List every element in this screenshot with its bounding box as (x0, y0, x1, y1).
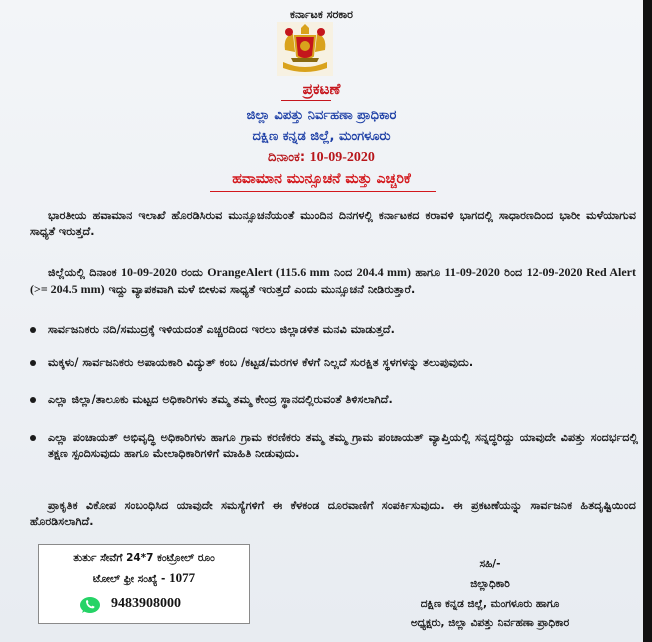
list-item (30, 355, 638, 371)
signatory-role: ಅಧ್ಯಕ್ಷರು, ಜಿಲ್ಲಾ ವಿಪತ್ತು ನಿರ್ವಹಣಾ ಪ್ರಾಧಿಕಾರ (410, 617, 570, 629)
bullet-icon (30, 435, 36, 441)
list-item (30, 430, 638, 462)
orange-alert-upper: 204.4 mm) (356, 265, 412, 279)
date-label: ದಿನಾಂಕ: (268, 150, 306, 165)
karnataka-emblem-icon (277, 22, 333, 76)
list-item (30, 322, 638, 338)
whatsapp-icon (79, 596, 101, 614)
red-alert: 12-09-2020 Red Alert (>= 204.5 mm) (30, 265, 637, 296)
government-label: ಕರ್ನಾಟಕ ಸರಕಾರ (290, 8, 353, 21)
authority-name: ಜಿಲ್ಲಾ ವಿಪತ್ತು ನಿರ್ವಹಣಾ ಪ್ರಾಧಿಕಾರ (246, 108, 397, 123)
headline-underline (210, 191, 436, 192)
signature-mark: ಸಹಿ/- (479, 558, 501, 570)
district-name: ದಕ್ಷಿಣ ಕನ್ನಡ ಜಿಲ್ಲೆ, ಮಂಗಳೂರು (252, 129, 391, 144)
tollfree-line (39, 570, 249, 586)
paragraph-contact-info: ಪ್ರಾಕೃತಿಕ ವಿಕೋಪ ಸಂಬಂಧಿಸಿದ ಯಾವುದೇ ಸಮಸ್ಯೆಗಳಿಗೆ ಈ ಕೆಳಕಂಡ ದೂರವಾಣಿಗೆ ಸಂಪರ್ಕಿಸುವುದು. ಈ ಪ್ರಕಟಣೆಯನ್ನು ಸಾರ್ವಜನಿಕ ಹಿತದೃಷ್ಟಿಯಿಂದ ಹೊರಡಿಸಲಾಗಿದೆ. (30, 499, 636, 528)
alert-text: ರಿಂದ (499, 266, 527, 279)
contact-box (38, 544, 250, 624)
signatory-district: ದಕ್ಷಿಣ ಕನ್ನಡ ಜಿಲ್ಲೆ, ಮಂಗಳೂರು ಹಾಗೂ (420, 598, 560, 610)
alert-text: ರಂದು (176, 266, 208, 279)
tollfree-label: ಟೋಲ್ ಫ್ರೀ ಸಂಖ್ಯೆ - (92, 573, 170, 585)
control-room-label: ತುರ್ತು ಸೇವೆಗೆ 24*7 ಕಂಟ್ರೋಲ್ ರೂಂ (73, 552, 215, 564)
alert-text: ಹಾಗೂ (411, 266, 445, 279)
alert-text: ಇದ್ದು ವ್ಯಾಪಕವಾಗಿ ಮಳೆ ಬೀಳುವ ಸಾಧ್ಯತೆ ಇರುತ್ತದೆ ಎಂದು ಮುನ್ಸೂಚನೆ ನೀಡಿರುತ್ತಾರೆ. (104, 283, 416, 296)
paragraph-alert (30, 264, 636, 298)
list-item-text: ಸಾರ್ವಜನಿಕರು ನದಿ/ಸಮುದ್ರಕ್ಕೆ ಇಳಿಯದಂತೆ ಎಚ್ಚರದಿಂದ ಇರಲು ಜಿಲ್ಲಾಡಳಿತ ಮನವಿ ಮಾಡುತ್ತದೆ. (48, 323, 395, 336)
headline: ಹವಾಮಾನ ಮುನ್ಸೂಚನೆ ಮತ್ತು ಎಚ್ಚರಿಕೆ (232, 171, 411, 187)
alert-date1: 10-09-2020 (120, 265, 177, 279)
alert-date2: 11-09-2020 (444, 265, 500, 279)
signatory-title: ಜಿಲ್ಲಾಧಿಕಾರಿ (470, 578, 510, 590)
date-value: 10-09-2020 (309, 150, 375, 165)
orange-alert: OrangeAlert (115.6 mm (207, 265, 330, 279)
notice-title: ಪ್ರಕಟಣೆ (302, 80, 341, 98)
title-underline (281, 100, 331, 101)
alert-text: ಜಿಲ್ಲೆಯಲ್ಲಿ ದಿನಾಂಕ (48, 266, 121, 279)
list-item-text: ಮಕ್ಕಳು/ ಸಾರ್ವಜನಿಕರು ಅಪಾಯಕಾರಿ ವಿದ್ಯುತ್ ಕಂಬ /ಕಟ್ಟಡ/ಮರಗಳ ಕೆಳಗೆ ನಿಲ್ಲದೆ ಸುರಕ್ಷಿತ ಸ್ಥಳಗಳನ್ನು ತಲುಪುವುದು. (48, 356, 474, 369)
image-border (643, 0, 652, 642)
notice-date (0, 150, 643, 166)
whatsapp-number[interactable]: 9483908000 (111, 596, 181, 611)
bullet-icon (30, 397, 36, 403)
bullet-icon (30, 327, 36, 333)
list-item (30, 392, 638, 408)
list-item-text: ಎಲ್ಲಾ ಪಂಚಾಯತ್ ಅಭಿವೃದ್ಧಿ ಅಧಿಕಾರಿಗಳು ಹಾಗೂ ಗ್ರಾಮ ಕರಣಿಕರು ತಮ್ಮ ತಮ್ಮ ಗ್ರಾಮ ಪಂಚಾಯತ್ ವ್ಯಾಪ್ತಿಯಲ್ಲಿ ಸನ್ನದ್ಧರಿದ್ದು ಯಾವುದೇ ವಿಪತ್ತು ಸಂದರ್ಭದಲ್ಲಿ ತಕ್ಷಣ ಸ್ಪಂದಿಸುವುದು ಹಾಗೂ ಮೇಲಾಧಿಕಾರಿಗಳಿಗೆ ಮಾಹಿತಿ ನೀಡುವುದು. (48, 431, 638, 460)
bullet-icon (30, 360, 36, 366)
list-item-text: ಎಲ್ಲಾ ಜಿಲ್ಲಾ/ತಾಲೂಕು ಮಟ್ಟದ ಅಧಿಕಾರಿಗಳು ತಮ್ಮ ತಮ್ಮ ಕೇಂದ್ರ ಸ್ಥಾನದಲ್ಲಿರುವಂತೆ ತಿಳಿಸಲಾಗಿದೆ. (48, 393, 393, 406)
alert-text: ನಿಂದ (329, 266, 357, 279)
tollfree-number[interactable]: 1077 (169, 570, 196, 585)
paragraph-forecast: ಭಾರತೀಯ ಹವಾಮಾನ ಇಲಾಖೆ ಹೊರಡಿಸಿರುವ ಮುನ್ಸೂಚನೆಯಂತೆ ಮುಂದಿನ ದಿನಗಳಲ್ಲಿ ಕರ್ನಾಟಕದ ಕರಾವಳಿ ಭಾಗದಲ್ಲಿ ಸಾಧಾರಣದಿಂದ ಭಾರೀ ಮಳೆಯಾಗುವ ಸಾಧ್ಯತೆ ಇರುತ್ತದೆ. (30, 209, 636, 238)
